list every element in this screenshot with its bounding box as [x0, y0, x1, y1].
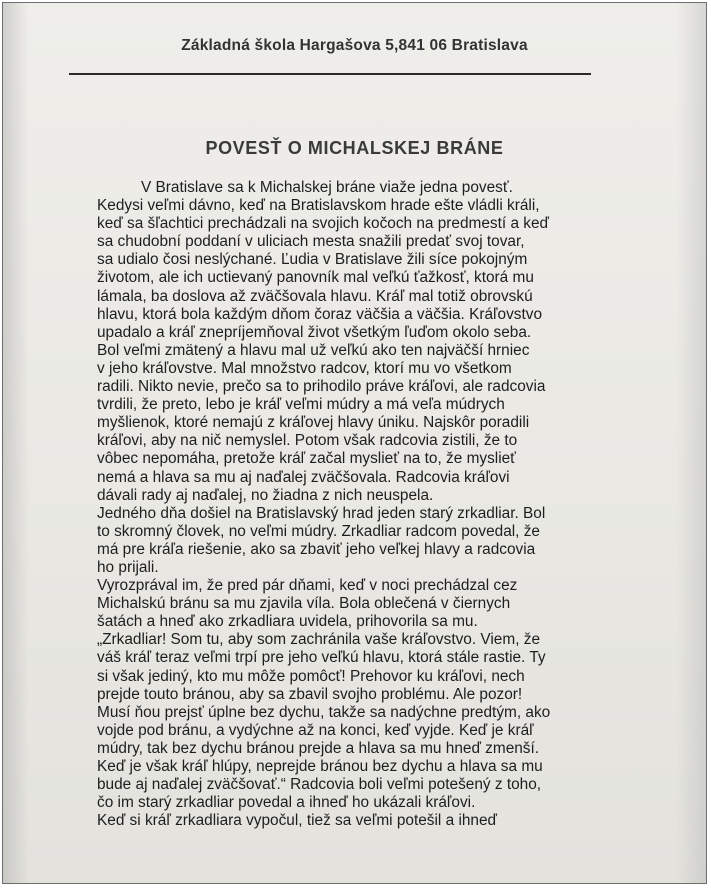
text-line: sa udialo čosi neslýchané. Ľudia v Bratislave žili síce pokojným: [97, 251, 528, 269]
text-line: vôbec nepomáha, pretože kráľ začal myslieť na to, že myslieť: [97, 450, 516, 468]
text-line: prejde touto bránou, aby sa zbavil svojho problému. Ale pozor!: [97, 685, 523, 703]
text-line: V Bratislave sa k Michalskej bráne viaže jedna povesť.: [141, 179, 513, 196]
text-line: si však jediný, kto mu môže pomôcť! Prehovor ku kráľovi, nech: [97, 667, 525, 685]
text-line: šatách a hneď ako zrkadliara uvidela, prihovorila sa mu.: [97, 613, 478, 631]
text-line: váš kráľ teraz veľmi trpí pre jeho veľkú hlavu, ktorá stále rastie. Ty: [97, 649, 546, 667]
text-line: Bol veľmi zmätený a hlavu mal už veľkú ako ten najväčší hrniec: [97, 341, 530, 359]
text-line: Keď si kráľ zrkadliara vypočul, tiež sa veľmi potešil a ihneď: [97, 812, 497, 830]
text-line: kráľovi, aby na nič nemyslel. Potom však radcovia zistili, že to: [97, 432, 518, 450]
text-line: to skromný človek, no veľmi múdry. Zrkadliar radcom povedal, že: [97, 522, 540, 540]
story-body: [97, 179, 617, 830]
text-line: Kedysi veľmi dávno, keď na Bratislavskom hrade ešte vládli králi,: [97, 197, 540, 215]
text-line: Vyrozprával im, že pred pár dňami, keď v noci prechádzal cez: [97, 577, 518, 595]
story-title: POVESŤ O MICHALSKEJ BRÁNE: [205, 138, 504, 158]
text-line: lámala, ba doslova až zväčšovala hlavu. Kráľ mal totiž obrovskú: [97, 287, 533, 305]
text-line: múdry, tak bez dychu bránou prejde a hlava sa mu hneď zmenší.: [97, 739, 540, 757]
text-line: ho prijali.: [97, 558, 159, 576]
text-line: upadalo a kráľ znepríjemňoval život všetkým ľuďom okolo seba.: [97, 323, 532, 341]
text-line: čo im starý zrkadliar povedal a ihneď ho ukázali kráľovi.: [97, 794, 476, 812]
text-line: sa chudobní poddaní v uliciach mesta snažili predať svoj tovar,: [97, 233, 525, 251]
text-line: „Zrkadliar! Som tu, aby som zachránila vaše kráľovstvo. Viem, že: [97, 631, 540, 649]
header-divider: [69, 73, 591, 75]
text-line: hlavu, ktorá bola každým dňom čoraz väčšia a väčšia. Kráľovstvo: [97, 305, 543, 323]
text-line: tvrdili, že preto, lebo je kráľ veľmi múdry a má veľa múdrych: [97, 396, 505, 414]
text-line: Keď je však kráľ hlúpy, neprejde bránou bez dychu a hlava sa mu: [97, 758, 543, 775]
text-line: vojde pod bránu, a vydýchne až na konci, keď vyjde. Keď je kráľ: [97, 721, 534, 739]
text-line: dávali rady aj naďalej, no žiadna z nich neuspela.: [97, 486, 434, 504]
text-line: Musí ňou prejsť úplne bez dychu, takže sa nadýchne predtým, ako: [97, 703, 551, 721]
page-shadow-left: [3, 3, 29, 883]
text-line: Michalskú bránu sa mu zjavila víla. Bola oblečená v čiernych: [97, 595, 511, 613]
text-line: bude aj naďalej zväčšovať.“ Radcovia boli veľmi potešený z toho,: [97, 776, 542, 794]
text-line: životom, ale ich uctievaný panovník mal veľkú ťažkosť, ktorá mu: [97, 269, 534, 287]
text-line: nemá a hlava sa mu aj naďalej zväčšovala. Radcovia kráľovi: [97, 468, 510, 486]
text-line: keď sa šľachtici prechádzali na svojich kočoch na predmestí a keď: [97, 215, 550, 233]
document-page: [2, 2, 707, 884]
text-line: v jeho kráľovstve. Mal množstvo radcov, ktorí mu vo všetkom: [97, 359, 512, 377]
school-header: Základná škola Hargašova 5,841 06 Bratislava: [181, 37, 528, 54]
text-line: radili. Nikto nevie, prečo sa to prihodilo práve kráľovi, ale radcovia: [97, 378, 546, 396]
text-line: myšlienok, ktoré nemajú z kráľovej hlavy úniku. Najskôr poradili: [97, 414, 530, 432]
page-shadow-right: [676, 3, 706, 883]
text-line: Jedného dňa došiel na Bratislavský hrad jeden starý zrkadliar. Bol: [97, 504, 546, 522]
text-line: má pre kráľa riešenie, ako sa zbaviť jeho veľkej hlavy a radcovia: [97, 540, 536, 558]
